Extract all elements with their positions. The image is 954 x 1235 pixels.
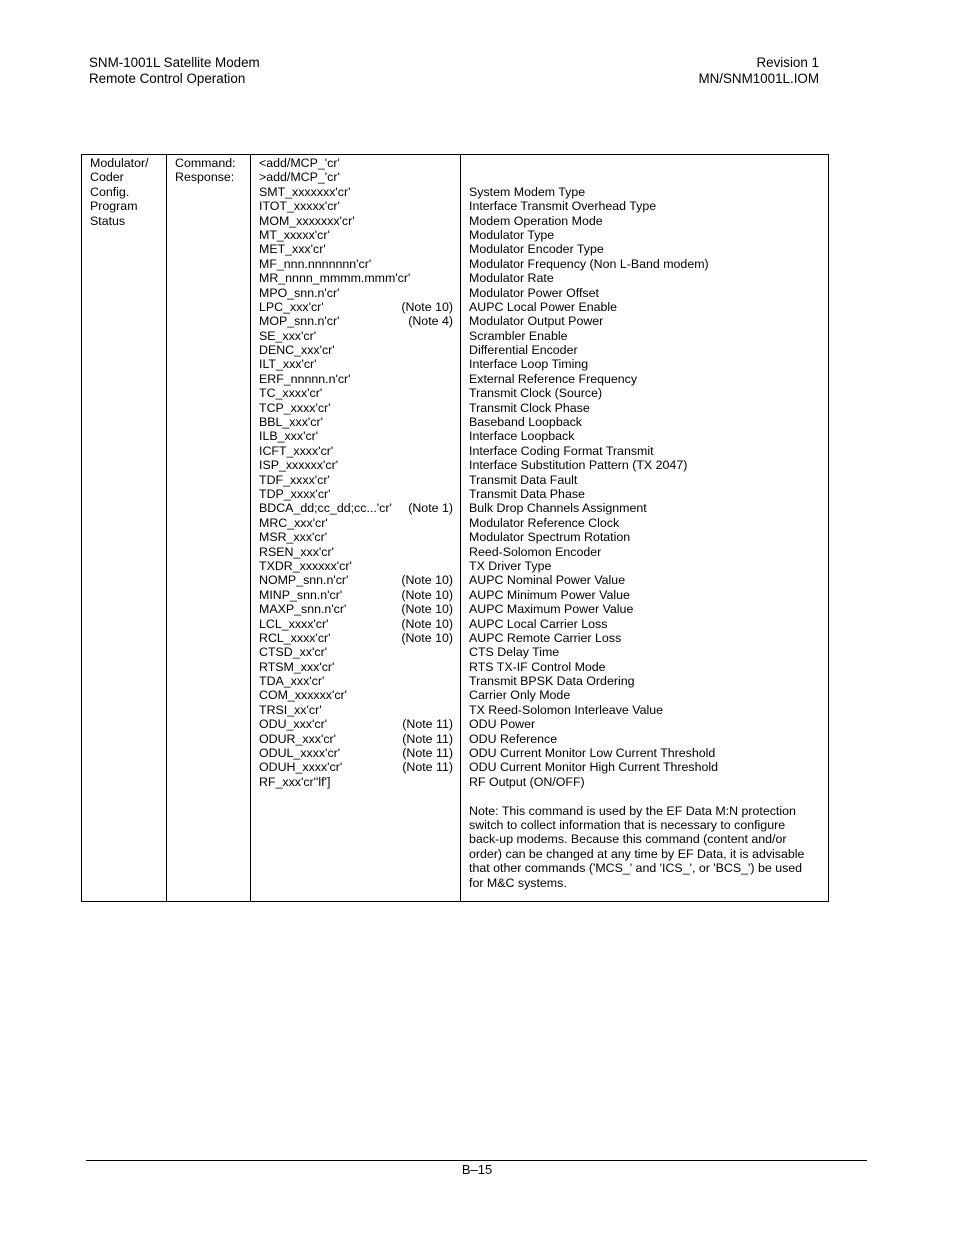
command-syntax [259,645,453,659]
command-text: ILB_xxx'cr' [259,429,319,444]
command-description: Modem Operation Mode [469,213,603,228]
command-text: MPO_snn.n'cr' [259,285,340,300]
command-syntax [259,185,453,199]
command-syntax [259,444,453,458]
command-syntax [259,415,453,429]
command-text: BDCA_dd;cc_dd;cc...'cr' [259,501,392,516]
command-syntax [259,530,453,544]
command-text: ITOT_xxxxx'cr' [259,199,340,214]
command-text: LPC_xxx'cr' [259,299,324,314]
command-syntax [259,343,453,357]
command-note: (Note 11) [402,746,453,761]
parameter-line: Config. [90,184,130,199]
command-syntax [259,458,453,472]
command-syntax [259,257,453,271]
command-syntax [259,760,453,774]
command-text: TDP_xxxx'cr' [259,486,331,501]
revision-label: Revision 1 [756,55,819,70]
command-description: Transmit Data Fault [469,472,578,487]
command-text: RF_xxx'cr''lf'] [259,774,331,789]
command-syntax [259,300,453,314]
command-note: (Note 10) [401,602,453,617]
command-syntax [259,688,453,702]
page-number: B–15 [461,1162,493,1177]
command-syntax [259,329,453,343]
command-syntax [259,170,453,184]
command-text: MAXP_snn.n'cr' [259,602,347,617]
command-text: MOM_xxxxxxx'cr' [259,213,355,228]
command-syntax-cell [251,155,461,902]
command-description: AUPC Minimum Power Value [469,587,630,602]
command-syntax [259,214,453,228]
command-syntax [259,473,453,487]
command-text: ERF_nnnnn.n'cr' [259,371,351,386]
command-description [469,170,821,184]
command-text: >add/MCP_'cr' [259,170,340,185]
command-text: ICFT_xxxx'cr' [259,443,334,458]
command-text: MRC_xxx'cr' [259,515,328,530]
command-text: TDF_xxxx'cr' [259,472,330,487]
command-description: Interface Transmit Overhead Type [469,199,657,214]
footer-rule [86,1160,867,1161]
command-syntax [259,357,453,371]
command-syntax [259,401,453,415]
command-text: TDA_xxx'cr' [259,674,325,689]
command-text: ODUR_xxx'cr' [259,731,337,746]
command-syntax [259,746,453,760]
command-text: LCL_xxxx'cr' [259,616,329,631]
command-syntax [259,573,453,587]
label-cell [167,155,251,902]
command-text: RTSM_xxx'cr' [259,659,335,674]
command-syntax [259,228,453,242]
command-text: MF_nnn.nnnnnnn'cr' [259,256,372,271]
command-note: (Note 10) [401,587,453,602]
command-syntax [259,156,453,170]
command-text: ODUL_xxxx'cr' [259,746,341,761]
parameter-line: Coder [90,170,124,185]
command-note: (Note 11) [402,731,453,746]
header-right [698,55,819,87]
command-text: BBL_xxx'cr' [259,415,323,430]
command-note: (Note 1) [408,501,453,516]
command-description: Modulator Encoder Type [469,242,604,257]
command-text: TC_xxxx'cr' [259,386,323,401]
command-description: Differential Encoder [469,343,578,358]
command-description: Modulator Type [469,227,555,242]
command-syntax [259,429,453,443]
command-description: AUPC Local Carrier Loss [469,616,608,631]
command-text: MINP_snn.n'cr' [259,587,343,602]
command-syntax [259,559,453,573]
command-text: MT_xxxxx'cr' [259,227,330,242]
command-description: Transmit BPSK Data Ordering [469,674,635,689]
command-syntax [259,703,453,717]
command-description: ODU Reference [469,731,558,746]
command-text: MSR_xxx'cr' [259,530,328,545]
parameter-line: Modulator/ [90,156,149,170]
command-description: TX Reed-Solomon Interleave Value [469,702,663,717]
command-note: (Note 10) [401,616,453,631]
command-description: Baseband Loopback [469,415,582,430]
command-text: MET_xxx'cr' [259,242,326,257]
command-description: External Reference Frequency [469,371,638,386]
document-number: MN/SNM1001L.IOM [698,71,819,86]
command-syntax [259,674,453,688]
command-description: Bulk Drop Channels Assignment [469,501,647,516]
command-note: (Note 11) [402,760,453,775]
parameter-line: Program [90,199,138,214]
command-description: Modulator Rate [469,271,554,286]
command-syntax [259,501,453,515]
command-text: RCL_xxxx'cr' [259,630,331,645]
command-text: ISP_xxxxxx'cr' [259,458,339,473]
command-description: System Modem Type [469,184,586,199]
command-text: TRSI_xx'cr' [259,702,322,717]
command-syntax [259,286,453,300]
command-text: COM_xxxxxx'cr' [259,688,348,703]
command-description: TX Driver Type [469,558,552,573]
command-description: ODU Current Monitor Low Current Threshold [469,746,716,761]
command-note: (Note 11) [402,717,453,732]
command-syntax [259,732,453,746]
command-text: DENC_xxx'cr' [259,343,335,358]
command-text: RSEN_xxx'cr' [259,544,334,559]
command-description: Transmit Data Phase [469,486,585,501]
response-label: Response: [175,170,235,185]
command-text: TCP_xxxx'cr' [259,400,331,415]
command-text: TXDR_xxxxxx'cr' [259,558,352,573]
description-cell [461,155,829,902]
command-description: Modulator Reference Clock [469,515,620,530]
command-syntax [259,199,453,213]
command-description: Transmit Clock (Source) [469,386,603,401]
header-left [89,55,260,87]
document-title: SNM-1001L Satellite Modem [89,55,260,70]
command-description: RF Output (ON/OFF) [469,774,585,789]
command-description: ODU Power [469,717,536,732]
command-syntax [259,545,453,559]
command-description: AUPC Nominal Power Value [469,573,626,588]
command-syntax [259,660,453,674]
command-description: Modulator Spectrum Rotation [469,530,631,545]
command-syntax [259,386,453,400]
command-description: Modulator Frequency (Non L-Band modem) [469,256,709,271]
command-syntax [259,372,453,386]
command-text: <add/MCP_'cr' [259,156,340,170]
command-text: ILT_xxx'cr' [259,357,317,372]
command-description: Scrambler Enable [469,328,568,343]
command-description: RTS TX-IF Control Mode [469,659,606,674]
command-text: ODU_xxx'cr' [259,717,328,732]
command-description: Modulator Power Offset [469,285,599,300]
command-syntax [259,271,453,285]
command-description: Transmit Clock Phase [469,400,590,415]
command-syntax [259,487,453,501]
document-section: Remote Control Operation [89,71,246,86]
command-text: SMT_xxxxxxx'cr' [259,184,351,199]
command-syntax [259,242,453,256]
command-description: AUPC Maximum Power Value [469,602,634,617]
note-paragraph: Note: This command is used by the EF Data M:N protection switch to collect information that is necessary to configure back-up modems. Because this command (content and/or order) can be changed at any time by EF Data, it is advisable that other commands ('MCS_' and 'ICS_', or 'BCS_') be used for M&C systems. [469,803,805,890]
command-text: CTSD_xx'cr' [259,645,328,660]
command-description: AUPC Local Power Enable [469,299,618,314]
command-syntax [259,588,453,602]
command-syntax [259,617,453,631]
command-description: AUPC Remote Carrier Loss [469,630,622,645]
command-note: (Note 10) [401,573,453,588]
command-syntax [259,314,453,328]
command-syntax [259,516,453,530]
command-description: ODU Current Monitor High Current Threshold [469,760,719,775]
command-description: Reed-Solomon Encoder [469,544,602,559]
command-text: MR_nnnn_mmmm.mmm'cr' [259,271,411,286]
command-text: NOMP_snn.n'cr' [259,573,349,588]
command-description: Interface Substitution Pattern (TX 2047) [469,458,688,473]
command-syntax [259,602,453,616]
command-text: MOP_snn.n'cr' [259,314,340,329]
parameter-line: Status [90,213,126,228]
command-description: Interface Loopback [469,429,575,444]
command-description: Modulator Output Power [469,314,604,329]
table-row [82,155,829,902]
command-syntax [259,631,453,645]
command-note: (Note 10) [401,630,453,645]
command-description: Interface Coding Format Transmit [469,443,654,458]
command-description: Interface Loop Timing [469,357,589,372]
command-description: Carrier Only Mode [469,688,571,703]
command-text: SE_xxx'cr' [259,328,317,343]
command-note: (Note 10) [401,299,453,314]
command-note: (Note 4) [408,314,453,329]
command-description: CTS Delay Time [469,645,560,660]
command-text: ODUH_xxxx'cr' [259,760,343,775]
command-syntax [259,717,453,731]
command-table [81,154,829,902]
command-description [469,156,821,170]
parameter-cell [82,155,167,902]
command-syntax [259,775,453,789]
command-label: Command: [175,156,236,170]
